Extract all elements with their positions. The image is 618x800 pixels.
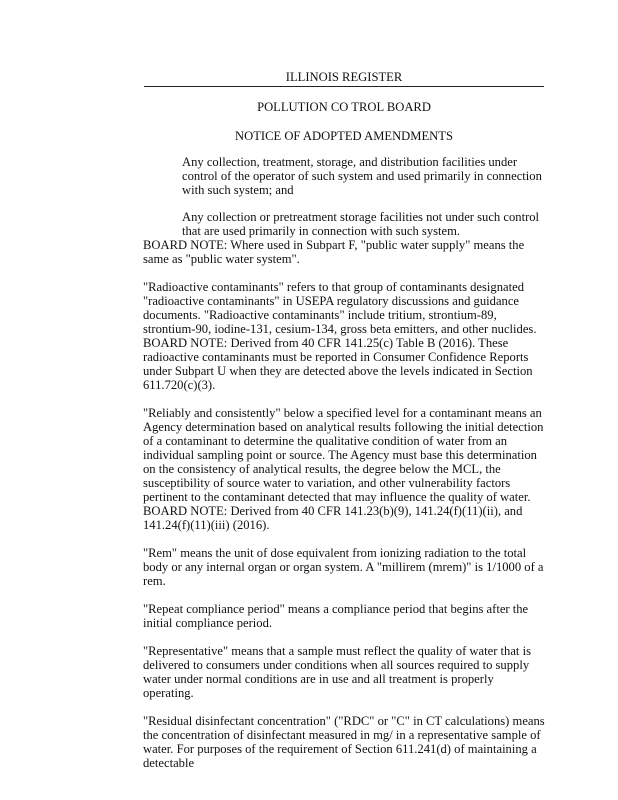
agency-title: POLLUTION CO TROL BOARD (257, 100, 431, 114)
paragraph-representative: "Representative" means that a sample must reflect the quality of water that is delivered to consumers under conditions when all sources required to supply water under normal conditions are in use and all treatment is properly operating. (143, 644, 531, 700)
document-body (143, 155, 546, 770)
paragraph-pretreatment-facilities: Any collection or pretreatment storage facilities not under such control that are used primarily in connection with such system. (182, 210, 540, 238)
paragraph-radioactive-contaminants: "Radioactive contaminants" refers to that group of contaminants designated "radioactive contaminants" in USEPA regulatory discussions and guidance documents. "Radioactive contaminants" include tritium, strontium-89, strontium-90, iodine-131, cesium-134, gross beta emitters, and other nuclides. (143, 280, 537, 336)
board-note-radioactive: BOARD NOTE: Derived from 40 CFR 141.25(c) Table B (2016). These radioactive contaminants must be reported in Consumer Confidence Reports under Subpart U when they are detected above the levels indicated in Section 611.720(c)(3). (143, 336, 533, 392)
paragraph-repeat-compliance-period: "Repeat compliance period" means a compliance period that begins after the initial compliance period. (143, 602, 529, 630)
board-note-reliably: BOARD NOTE: Derived from 40 CFR 141.23(b)(9), 141.24(f)(11)(ii), and 141.24(f)(11)(iii) (2016). (143, 504, 523, 532)
paragraph-reliably-consistently: "Reliably and consistently" below a specified level for a contaminant means an Agency determination based on analytical results following the initial detection of a contaminant to determine the qualitative condition of water from an individual sampling point or source. The Agency must base this determination on the consistency of analytical results, the degree below the MCL, the susceptibility of source water to variation, and other vulnerability factors pertinent to the contaminant detected that may influence the quality of water. (143, 406, 544, 504)
paragraph-rem: "Rem" means the unit of dose equivalent from ionizing radiation to the total body or any internal organ or organ system. A "millirem (mrem)" is 1/1000 of a rem. (143, 546, 544, 588)
paragraph-collection-facilities: Any collection, treatment, storage, and distribution facilities under control of the operator of such system and used primarily in connection with such system; and (182, 155, 542, 197)
register-title: ILLINOIS REGISTER (285, 70, 403, 84)
board-note-public-water: BOARD NOTE: Where used in Subpart F, "public water supply" means the same as "public water system". (143, 238, 525, 266)
paragraph-residual-disinfectant: "Residual disinfectant concentration" ("RDC" or "C" in CT calculations) means the concentration of disinfectant measured in mg/ in a representative sample of water. For purposes of the requirement of Section 611.241(d) of maintaining a detectable (143, 714, 545, 770)
header-rule (144, 86, 544, 87)
notice-title: NOTICE OF ADOPTED AMENDMENTS (235, 129, 453, 143)
